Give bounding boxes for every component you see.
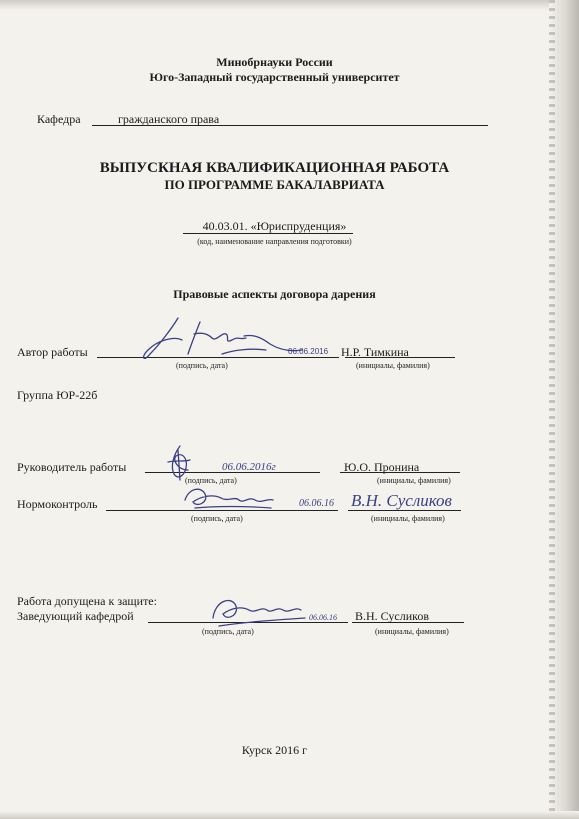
author-name-caption: (инициалы, фамилия): [356, 361, 430, 370]
head-of-department-name: В.Н. Сусликов: [355, 609, 429, 623]
paper-top-edge: [0, 0, 579, 10]
specialty-caption: (код, наименование направления подготовки): [197, 237, 352, 246]
admission-name-caption: (инициалы, фамилия): [375, 627, 449, 636]
supervisor-label: Руководитель работы: [17, 460, 127, 474]
university-name: Юго-Западный государственный университет: [149, 70, 400, 84]
binding-holes: [549, 0, 555, 819]
specialty-value: 40.03.01. «Юриспруденция»: [202, 219, 347, 233]
supervisor-signature-date: 06.06.2016г: [222, 461, 276, 473]
normcontrol-signature-date: 06.06.16: [299, 498, 334, 509]
supervisor-name-caption: (инициалы, фамилия): [377, 476, 451, 485]
ministry-name: Минобрнауки России: [216, 55, 333, 69]
supervisor-signature-caption: (подпись, дата): [185, 476, 237, 485]
work-topic: Правовые аспекты договора дарения: [173, 287, 376, 301]
department-value: гражданского права: [118, 112, 220, 126]
head-of-department-label: Заведующий кафедрой: [17, 609, 134, 623]
department-label: Кафедра: [37, 112, 81, 126]
author-signature-caption: (подпись, дата): [176, 361, 228, 370]
supervisor-name: Ю.О. Пронина: [344, 460, 420, 474]
normcontrol-name-caption: (инициалы, фамилия): [371, 514, 445, 523]
admission-signature-caption: (подпись, дата): [202, 627, 254, 636]
author-signature-date: 06.06.2016: [288, 347, 329, 356]
work-title-line1: ВЫПУСКНАЯ КВАЛИФИКАЦИОННАЯ РАБОТА: [99, 160, 450, 176]
admission-text: Работа допущена к защите:: [17, 594, 157, 608]
work-title-line2: ПО ПРОГРАММЕ БАКАЛАВРИАТА: [164, 177, 385, 192]
author-label: Автор работы: [17, 345, 88, 359]
admission-signature-image: [205, 588, 355, 633]
paper-bottom-edge: [0, 811, 579, 819]
normcontrol-label: Нормоконтроль: [17, 497, 98, 511]
normcontrol-name: В.Н. Сусликов: [351, 491, 452, 510]
group-label: Группа ЮР-22б: [17, 388, 98, 402]
city-year: Курск 2016 г: [241, 743, 308, 757]
author-name: Н.Р. Тимкина: [341, 345, 409, 359]
normcontrol-signature-image: [175, 478, 485, 518]
normcontrol-signature-caption: (подпись, дата): [191, 514, 243, 523]
admission-signature-date: 06.06.16: [309, 613, 337, 622]
author-signature-image: [130, 310, 330, 380]
